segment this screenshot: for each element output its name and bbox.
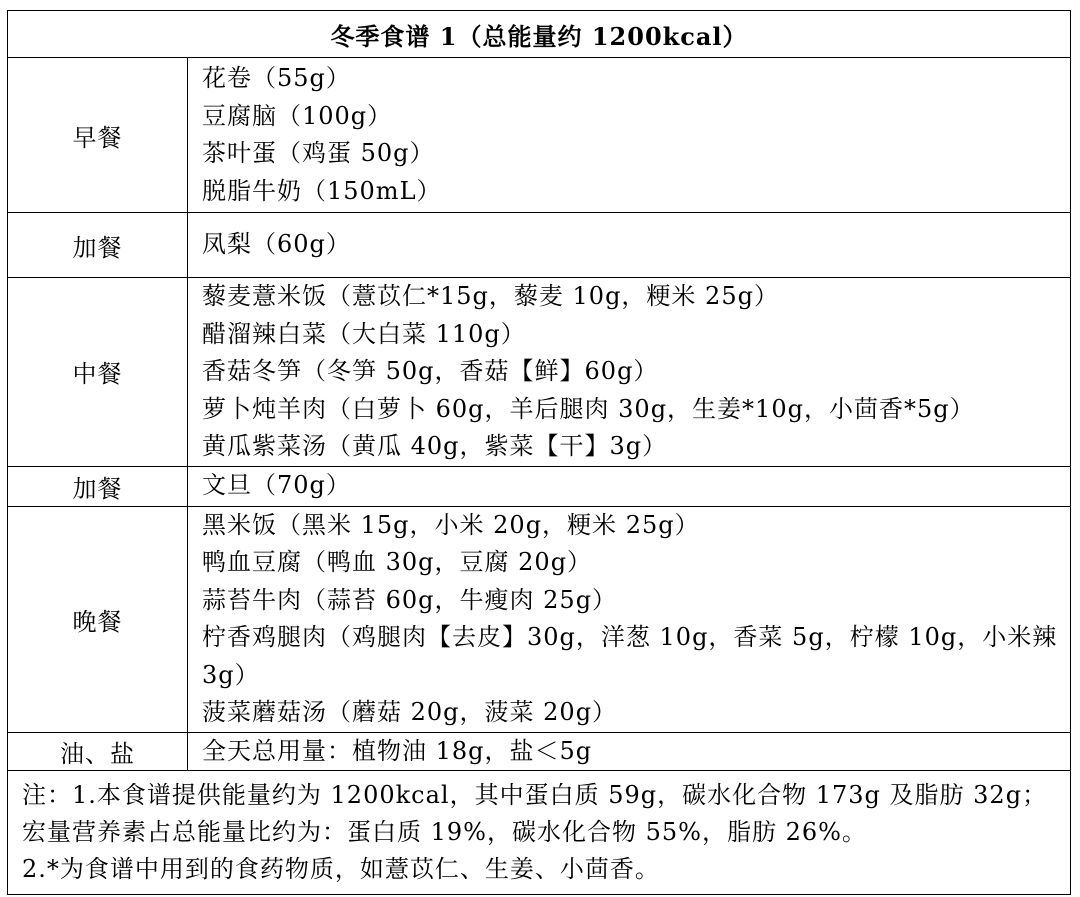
meal-row-snack-afternoon [8,466,1071,506]
food-item: 文旦（70g） [202,471,351,500]
meal-name: 油、盐 [8,732,188,771]
food-item: 茶叶蛋（鸡蛋 50g） [202,139,435,167]
food-item: 菠菜蘑菇汤（蘑菇 20g，菠菜 20g） [202,698,618,726]
note-line: 2.*为食谱中用到的食药物质，如薏苡仁、生姜、小茴香。 [22,855,660,883]
meal-items [188,732,1071,771]
food-item: 凤梨（60g） [202,230,351,259]
food-item: 鸭血豆腐（鸭血 30g，豆腐 20g） [202,548,593,576]
meal-items [188,58,1071,213]
food-item: 黑米饭（黑米 15g，小米 20g，粳米 25g） [202,510,700,539]
meal-row-lunch [8,278,1071,467]
meal-row-dinner [8,506,1071,732]
meal-items [188,466,1071,506]
title-row [8,11,1071,58]
food-item: 香菇冬笋（冬笋 50g，香菇【鲜】60g） [202,357,659,385]
notes-cell [8,771,1071,895]
food-item: 黄瓜紫菜汤（黄瓜 40g，紫菜【干】3g） [202,432,668,460]
meal-name: 中餐 [8,278,188,467]
meal-items [188,213,1071,278]
food-item: 藜麦薏米饭（薏苡仁*15g，藜麦 10g，粳米 25g） [202,282,779,310]
food-item: 蒜苔牛肉（蒜苔 60g，牛瘦肉 25g） [202,585,618,614]
meal-row-breakfast [8,58,1071,213]
menu-table [7,10,1071,895]
note-line: 注：1.本食谱提供能量约为 1200kcal，其中蛋白质 59g，碳水化合物 173g 及脂肪 32g；宏量营养素占总能量比约为：蛋白质 19%，碳水化合物 55%，脂肪 26%。 [22,781,1048,846]
meal-name: 加餐 [8,213,188,278]
food-item: 全天总用量：植物油 18g，盐＜5g [202,736,593,765]
meal-items [188,506,1071,732]
meal-items [188,278,1071,467]
table-title: 冬季食谱 1（总能量约 1200kcal） [8,11,1071,58]
notes-row [8,771,1071,895]
food-item: 柠香鸡腿肉（鸡腿肉【去皮】30g，洋葱 10g，香菜 5g，柠檬 10g，小米辣 3g） [202,623,1058,689]
meal-name: 早餐 [8,58,188,213]
food-item: 醋溜辣白菜（大白菜 110g） [202,319,526,348]
food-item: 萝卜炖羊肉（白萝卜 60g，羊后腿肉 30g，生姜*10g，小茴香*5g） [202,394,975,423]
food-item: 脱脂牛奶（150mL） [202,176,442,205]
food-item: 花卷（55g） [202,64,351,92]
food-item: 豆腐脑（100g） [202,101,393,130]
meal-name: 加餐 [8,466,188,506]
meal-row-oil-salt [8,732,1071,771]
meal-name: 晚餐 [8,506,188,732]
meal-row-snack-morning [8,213,1071,278]
